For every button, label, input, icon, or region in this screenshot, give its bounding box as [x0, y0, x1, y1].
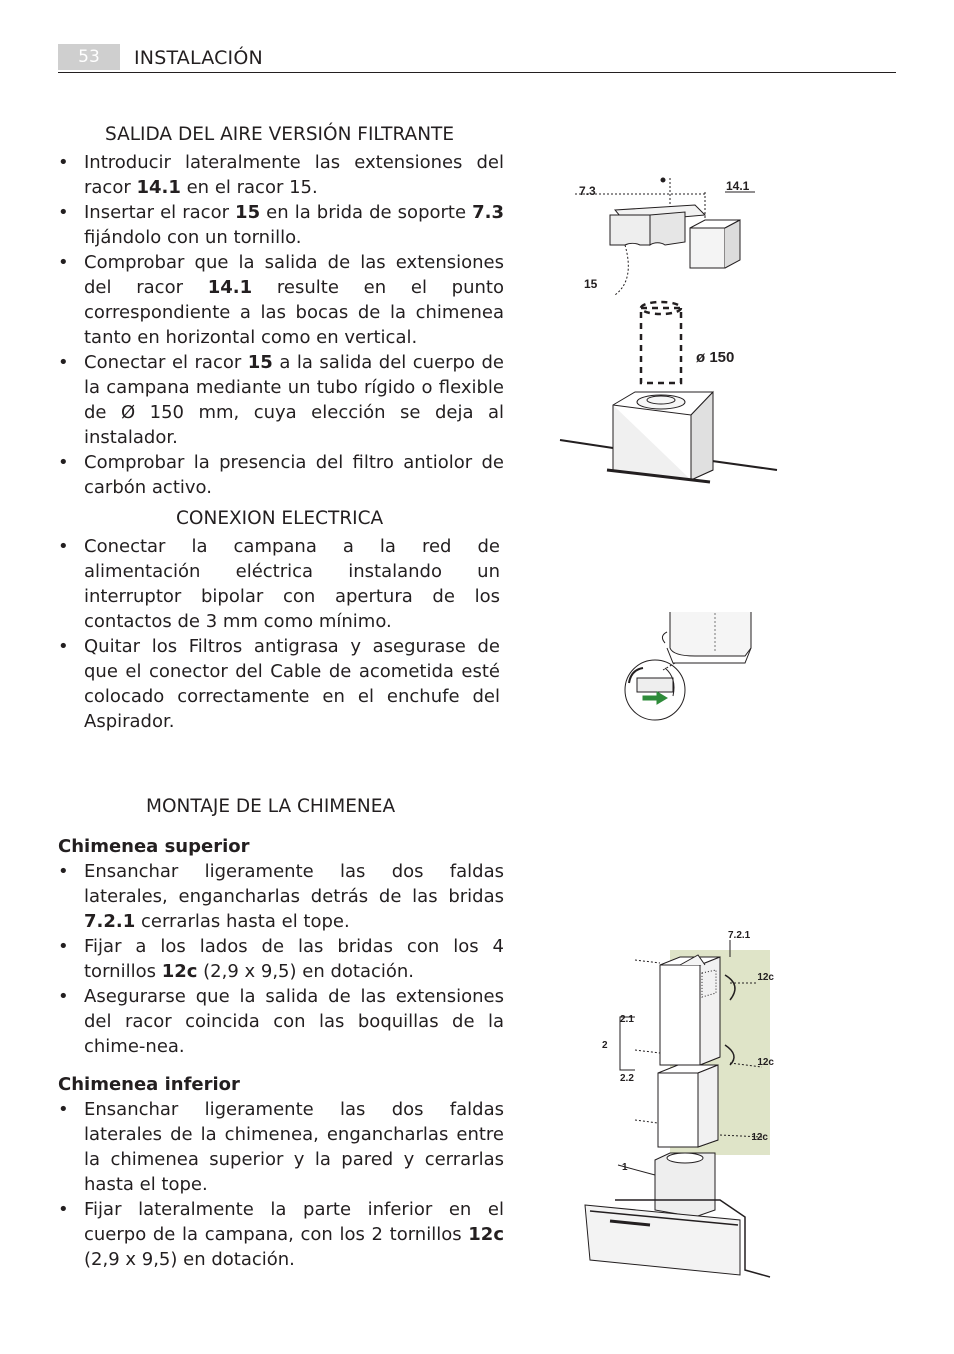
- item-text: Ensanchar ligeramente las dos faldas laterales de la chimenea, engancharlas entre la chimenea superior y la pared y cerrarlas hasta el tope.: [84, 1099, 504, 1195]
- list-item: [58, 450, 504, 500]
- label-7-3: 7.3: [579, 184, 596, 198]
- label-7-2-1: 7.2.1: [728, 930, 751, 941]
- label-12c-top: 12c: [757, 972, 774, 983]
- bold-reference: 15: [247, 352, 273, 373]
- item-text: Introducir lateralmente las extensiones del racor: [84, 152, 504, 198]
- subheading-chimenea-superior: Chimenea superior: [58, 836, 250, 857]
- list-item: [58, 859, 504, 934]
- bold-reference: 7.2.1: [84, 911, 136, 932]
- subheading-chimenea-inferior: Chimenea inferior: [58, 1074, 240, 1095]
- bold-reference: 12c: [161, 961, 198, 982]
- section-title: INSTALACIÓN: [134, 47, 263, 69]
- page-header: [58, 44, 896, 73]
- heading-conexion-electrica: CONEXION ELECTRICA: [176, 508, 384, 529]
- label-2-2: 2.2: [620, 1073, 634, 1084]
- label-1: 1: [622, 1162, 628, 1173]
- label-2-1: 2.1: [620, 1014, 634, 1025]
- list-item: [58, 934, 504, 984]
- list-item: [58, 200, 504, 250]
- bold-reference: 14.1: [207, 277, 253, 298]
- item-text: Fijar a los lados de las bridas con los 4 tornillos: [84, 936, 504, 982]
- heading-salida-aire: SALIDA DEL AIRE VERSIÓN FILTRANTE: [105, 124, 455, 145]
- item-text: resulte en el punto correspondiente a las bocas de la chimenea tanto en horizontal como en vertical.: [84, 277, 504, 348]
- item-text: a la salida del cuerpo de la campana mediante un tubo rígido o flexible de Ø 150 mm, cuya elección se deja al instalador.: [84, 352, 504, 448]
- list-item: [58, 250, 504, 350]
- item-text: Comprobar la presencia del filtro antiolor de carbón activo.: [84, 452, 504, 498]
- page-number: 53: [58, 44, 120, 70]
- item-text: cerrarlas hasta el tope.: [135, 911, 350, 932]
- figure-chimney-assembly: [580, 925, 785, 1285]
- label-15: 15: [584, 277, 598, 291]
- list-item: [58, 1197, 504, 1272]
- bold-reference: 7.3: [472, 202, 504, 223]
- label-2: 2: [602, 1040, 608, 1051]
- list-item: [58, 634, 500, 734]
- item-text: (2,9 x 9,5) en dotación.: [197, 961, 415, 982]
- item-text: en el racor 15.: [180, 177, 318, 198]
- bold-reference: 12c: [468, 1224, 504, 1245]
- label-14-1: 14.1: [726, 179, 750, 193]
- item-text: (2,9 x 9,5) en dotación.: [84, 1249, 295, 1270]
- item-text: Conectar la campana a la red de alimentación eléctrica instalando un interruptor bipolar con apertura de los contactos de 3 mm como mínimo.: [84, 536, 500, 632]
- label-diameter-150: ø 150: [696, 349, 735, 366]
- list-conexion-electrica: [58, 534, 500, 734]
- item-text: en la brida de soporte: [260, 202, 473, 223]
- item-text: Conectar el racor: [84, 352, 248, 373]
- item-text: Insertar el racor: [84, 202, 236, 223]
- list-item: [58, 534, 500, 634]
- item-text: Quitar los Filtros antigrasa y asegurase de que el conector del Cable de acometida esté colocado correctamente en el enchufe del Aspirador.: [84, 636, 500, 732]
- list-item: [58, 1097, 504, 1197]
- figure-filter-version: [555, 170, 785, 490]
- list-item: [58, 150, 504, 200]
- list-salida-aire: [58, 150, 504, 500]
- label-12c-middle: 12c: [757, 1057, 774, 1068]
- item-text: fijándolo con un tornillo.: [84, 227, 302, 248]
- bold-reference: 15: [235, 202, 261, 223]
- item-text: Comprobar que la salida de las extensiones del racor: [84, 252, 504, 298]
- heading-montaje-chimenea: MONTAJE DE LA CHIMENEA: [146, 796, 396, 817]
- label-12c-bottom: 12c: [751, 1132, 768, 1143]
- item-text: Fijar lateralmente la parte inferior en el cuerpo de la campana, con los 2 tornillos: [84, 1199, 504, 1245]
- item-text: Asegurarse que la salida de las extensiones del racor coincida con las boquillas de la chime-nea.: [84, 986, 504, 1057]
- montaje-content: [58, 834, 504, 1272]
- list-item: [58, 350, 504, 450]
- bold-reference: 14.1: [136, 177, 181, 198]
- figure-electrical-connection: [615, 608, 760, 726]
- item-text: Ensanchar ligeramente las dos faldas laterales, engancharlas detrás de las bridas: [84, 861, 504, 907]
- list-item: [58, 984, 504, 1059]
